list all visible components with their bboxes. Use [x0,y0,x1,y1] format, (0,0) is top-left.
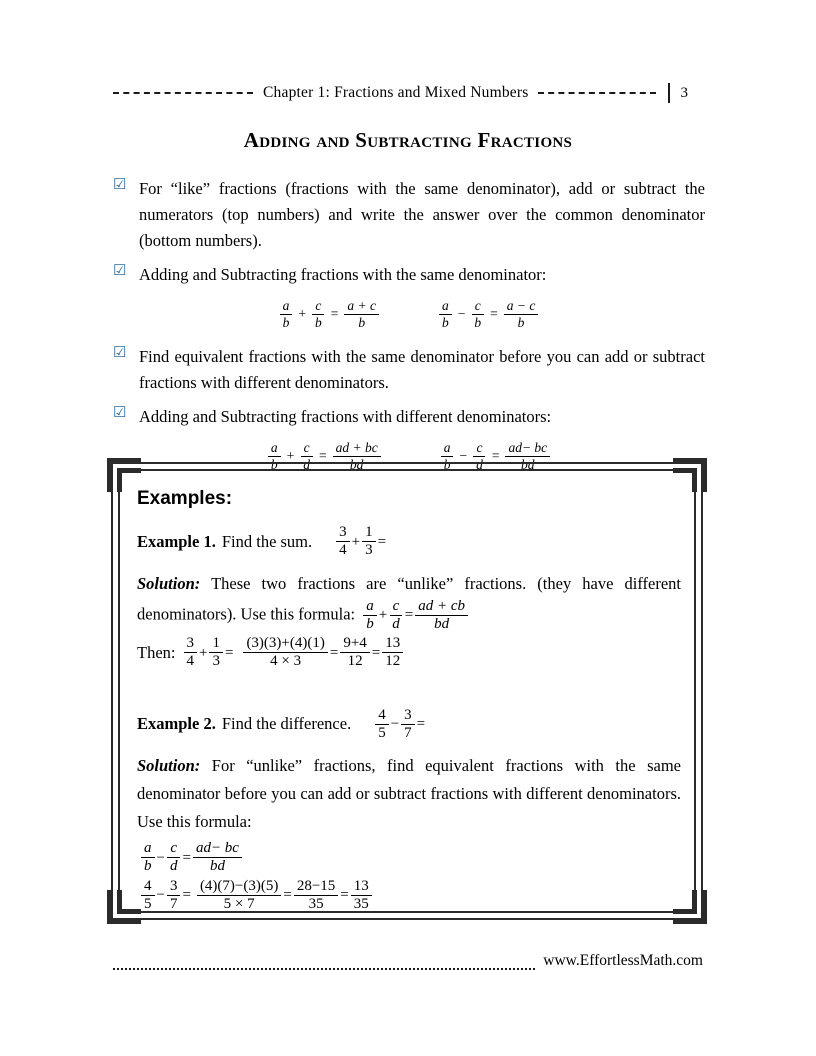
equals-sign: = [377,533,387,550]
frac-denominator: 3 [212,653,220,670]
example-1-expression [334,524,386,560]
frac-numerator: 1 [362,524,376,542]
page-header [113,78,703,108]
frac-numerator: c [390,598,403,616]
operator: + [286,448,295,464]
frac-denominator: 35 [353,895,369,912]
frac-denominator: b [366,615,374,632]
equals-sign: = [318,448,327,464]
example-1-general-formula [361,598,470,634]
frac-denominator: 12 [347,653,363,670]
frac-numerator: a [280,298,293,315]
example-prompt-text: Find the sum. [221,531,313,551]
examples-panel [111,462,703,920]
frac-denominator: bd [521,456,535,472]
example-1-solution [137,570,681,634]
formula-like-subtract [437,298,540,330]
page-number: 3 [680,84,688,101]
equals-sign: = [490,306,498,322]
example-2-expression [373,707,425,743]
frac-denominator: bd [434,615,450,632]
corner-ornament-top-left [107,458,141,492]
bullet-list [113,176,705,486]
list-item [113,176,705,254]
equals-sign: = [182,887,191,904]
frac-numerator: 13 [351,878,372,896]
operator: − [390,716,400,733]
formula-like-add [278,298,381,330]
page-title: Adding and Subtracting Fractions [243,128,573,152]
header-rule-right [538,92,656,95]
example-2-work [137,878,681,914]
example-2-general-formula [139,840,244,876]
example-1-work [137,635,681,671]
operator: − [156,849,165,866]
footer-website: www.EffortlessMath.com [543,952,703,969]
frac-denominator: b [358,314,366,330]
footer-dotted-rule [113,956,535,970]
frac-denominator: b [443,456,451,472]
frac-numerator: 13 [382,635,403,653]
frac-numerator: (4)(7)−(3)(5) [197,878,281,896]
frac-denominator: d [476,456,483,472]
example-2-general-formula-row [137,840,681,876]
header-chapter-title: Chapter 1: Fractions and Mixed Numbers [263,84,529,101]
operator: − [156,887,165,904]
frac-denominator: 4 [339,542,347,559]
frac-denominator: b [474,314,482,330]
frac-numerator: 9+4 [340,635,369,653]
frac-denominator: b [315,314,322,330]
frac-numerator: c [167,840,180,858]
frac-numerator: 4 [141,878,155,896]
equals-sign: = [416,716,426,733]
frac-denominator: b [270,456,278,472]
frac-denominator: bd [209,858,225,875]
frac-numerator: c [473,440,485,457]
frac-numerator: ad− bc [193,840,242,858]
equals-sign: = [371,644,381,661]
equals-sign: = [182,849,191,866]
check-mark-icon: ☑ [113,345,127,362]
example-1-work-expression [182,635,406,671]
equals-sign: = [404,607,414,624]
operator: + [351,533,361,550]
frac-numerator: a [439,298,452,315]
frac-numerator: a [441,440,454,457]
frac-numerator: a + c [344,298,379,315]
frac-numerator: 3 [167,878,181,896]
frac-numerator: 3 [336,524,350,542]
frac-denominator: 5 [144,895,152,912]
header-rule-left [113,92,253,95]
frac-denominator: d [169,858,178,875]
bullet-text: Find equivalent fractions with the same denominator before you can add or subtract fractions with different denominators. [139,347,705,393]
bullet-text: Adding and Subtracting fractions with the same denominator: [139,265,547,284]
corner-ornament-bottom-left [107,890,141,924]
example-prompt-text: Find the difference. [221,714,352,734]
operator: − [457,306,466,322]
bullet-text: Adding and Subtracting fractions with different denominators: [139,407,552,427]
frac-numerator: 4 [375,707,389,725]
frac-numerator: (3)(3)+(4)(1) [243,635,327,653]
equals-sign: = [283,887,292,904]
equals-sign: = [224,644,234,661]
example-1-prompt [137,524,681,560]
example-label: Example 2. [137,714,216,734]
frac-denominator: 3 [365,542,373,559]
operator: + [298,306,307,322]
frac-numerator: 1 [209,635,223,653]
list-item [113,344,705,396]
frac-denominator: 4 [186,653,194,670]
operator: − [459,448,468,464]
frac-numerator: ad + cb [415,598,468,616]
frac-denominator: d [392,615,400,632]
check-mark-icon: ☑ [113,177,127,193]
frac-denominator: bd [349,456,364,472]
operator: + [199,644,208,661]
frac-denominator: 4 × 3 [270,653,302,670]
frac-numerator: 3 [184,635,198,653]
frac-denominator: d [303,456,310,472]
equals-sign: = [330,306,339,322]
header-divider-bar [668,83,670,103]
frac-denominator: b [144,858,152,875]
examples-heading: Examples: [137,488,233,509]
equals-sign: = [491,448,500,464]
frac-denominator: 5 [378,724,386,741]
frac-denominator: 7 [404,724,412,741]
then-label: Then: [137,642,176,662]
frac-numerator: ad + bc [333,440,381,457]
frac-numerator: c [301,440,313,457]
equals-sign: = [340,887,349,904]
example-label: Example 1. [137,531,216,551]
page-footer [113,952,703,970]
frac-numerator: a [141,840,155,858]
example-2-work-expression [139,878,374,914]
operator: + [378,607,388,624]
frac-numerator: ad− bc [505,440,550,457]
frac-numerator: a [268,440,281,457]
bullet-text: For “like” fractions (fractions with the same denominator), add or subtract the numerators (top numbers) and write the answer over the common denominator (bottom numbers). [139,179,705,250]
frac-denominator: 35 [308,895,324,912]
check-mark-icon: ☑ [113,405,127,422]
example-2-solution [137,752,681,836]
formula-row-like-denominators [113,298,705,330]
example-2-prompt [137,707,681,743]
equals-sign: = [329,644,339,661]
corner-ornament-top-right [673,458,707,492]
solution-label: Solution: [137,756,201,775]
solution-text: For “unlike” fractions, find equivalent fractions with the same denominator before you can add or subtract fractions with different denominators. Use this formula: [137,756,681,831]
solution-label: Solution: [137,573,201,593]
check-mark-icon: ☑ [113,263,127,279]
frac-denominator: b [282,314,290,330]
frac-denominator: 5 × 7 [223,895,255,912]
frac-numerator: a [363,598,377,616]
frac-denominator: 12 [385,653,401,670]
solution-text: These two fractions are “unlike” fractions. (they have different denominators). Use this formula: [137,573,681,624]
list-item [113,404,705,430]
frac-denominator: b [442,314,449,330]
frac-denominator: 7 [169,895,178,912]
frac-numerator: 3 [401,707,415,725]
frac-numerator: c [312,298,324,315]
list-item [113,262,705,288]
frac-numerator: c [472,298,484,315]
frac-denominator: b [517,314,525,330]
frac-numerator: 28−15 [294,878,338,896]
frac-numerator: a − c [504,298,539,315]
